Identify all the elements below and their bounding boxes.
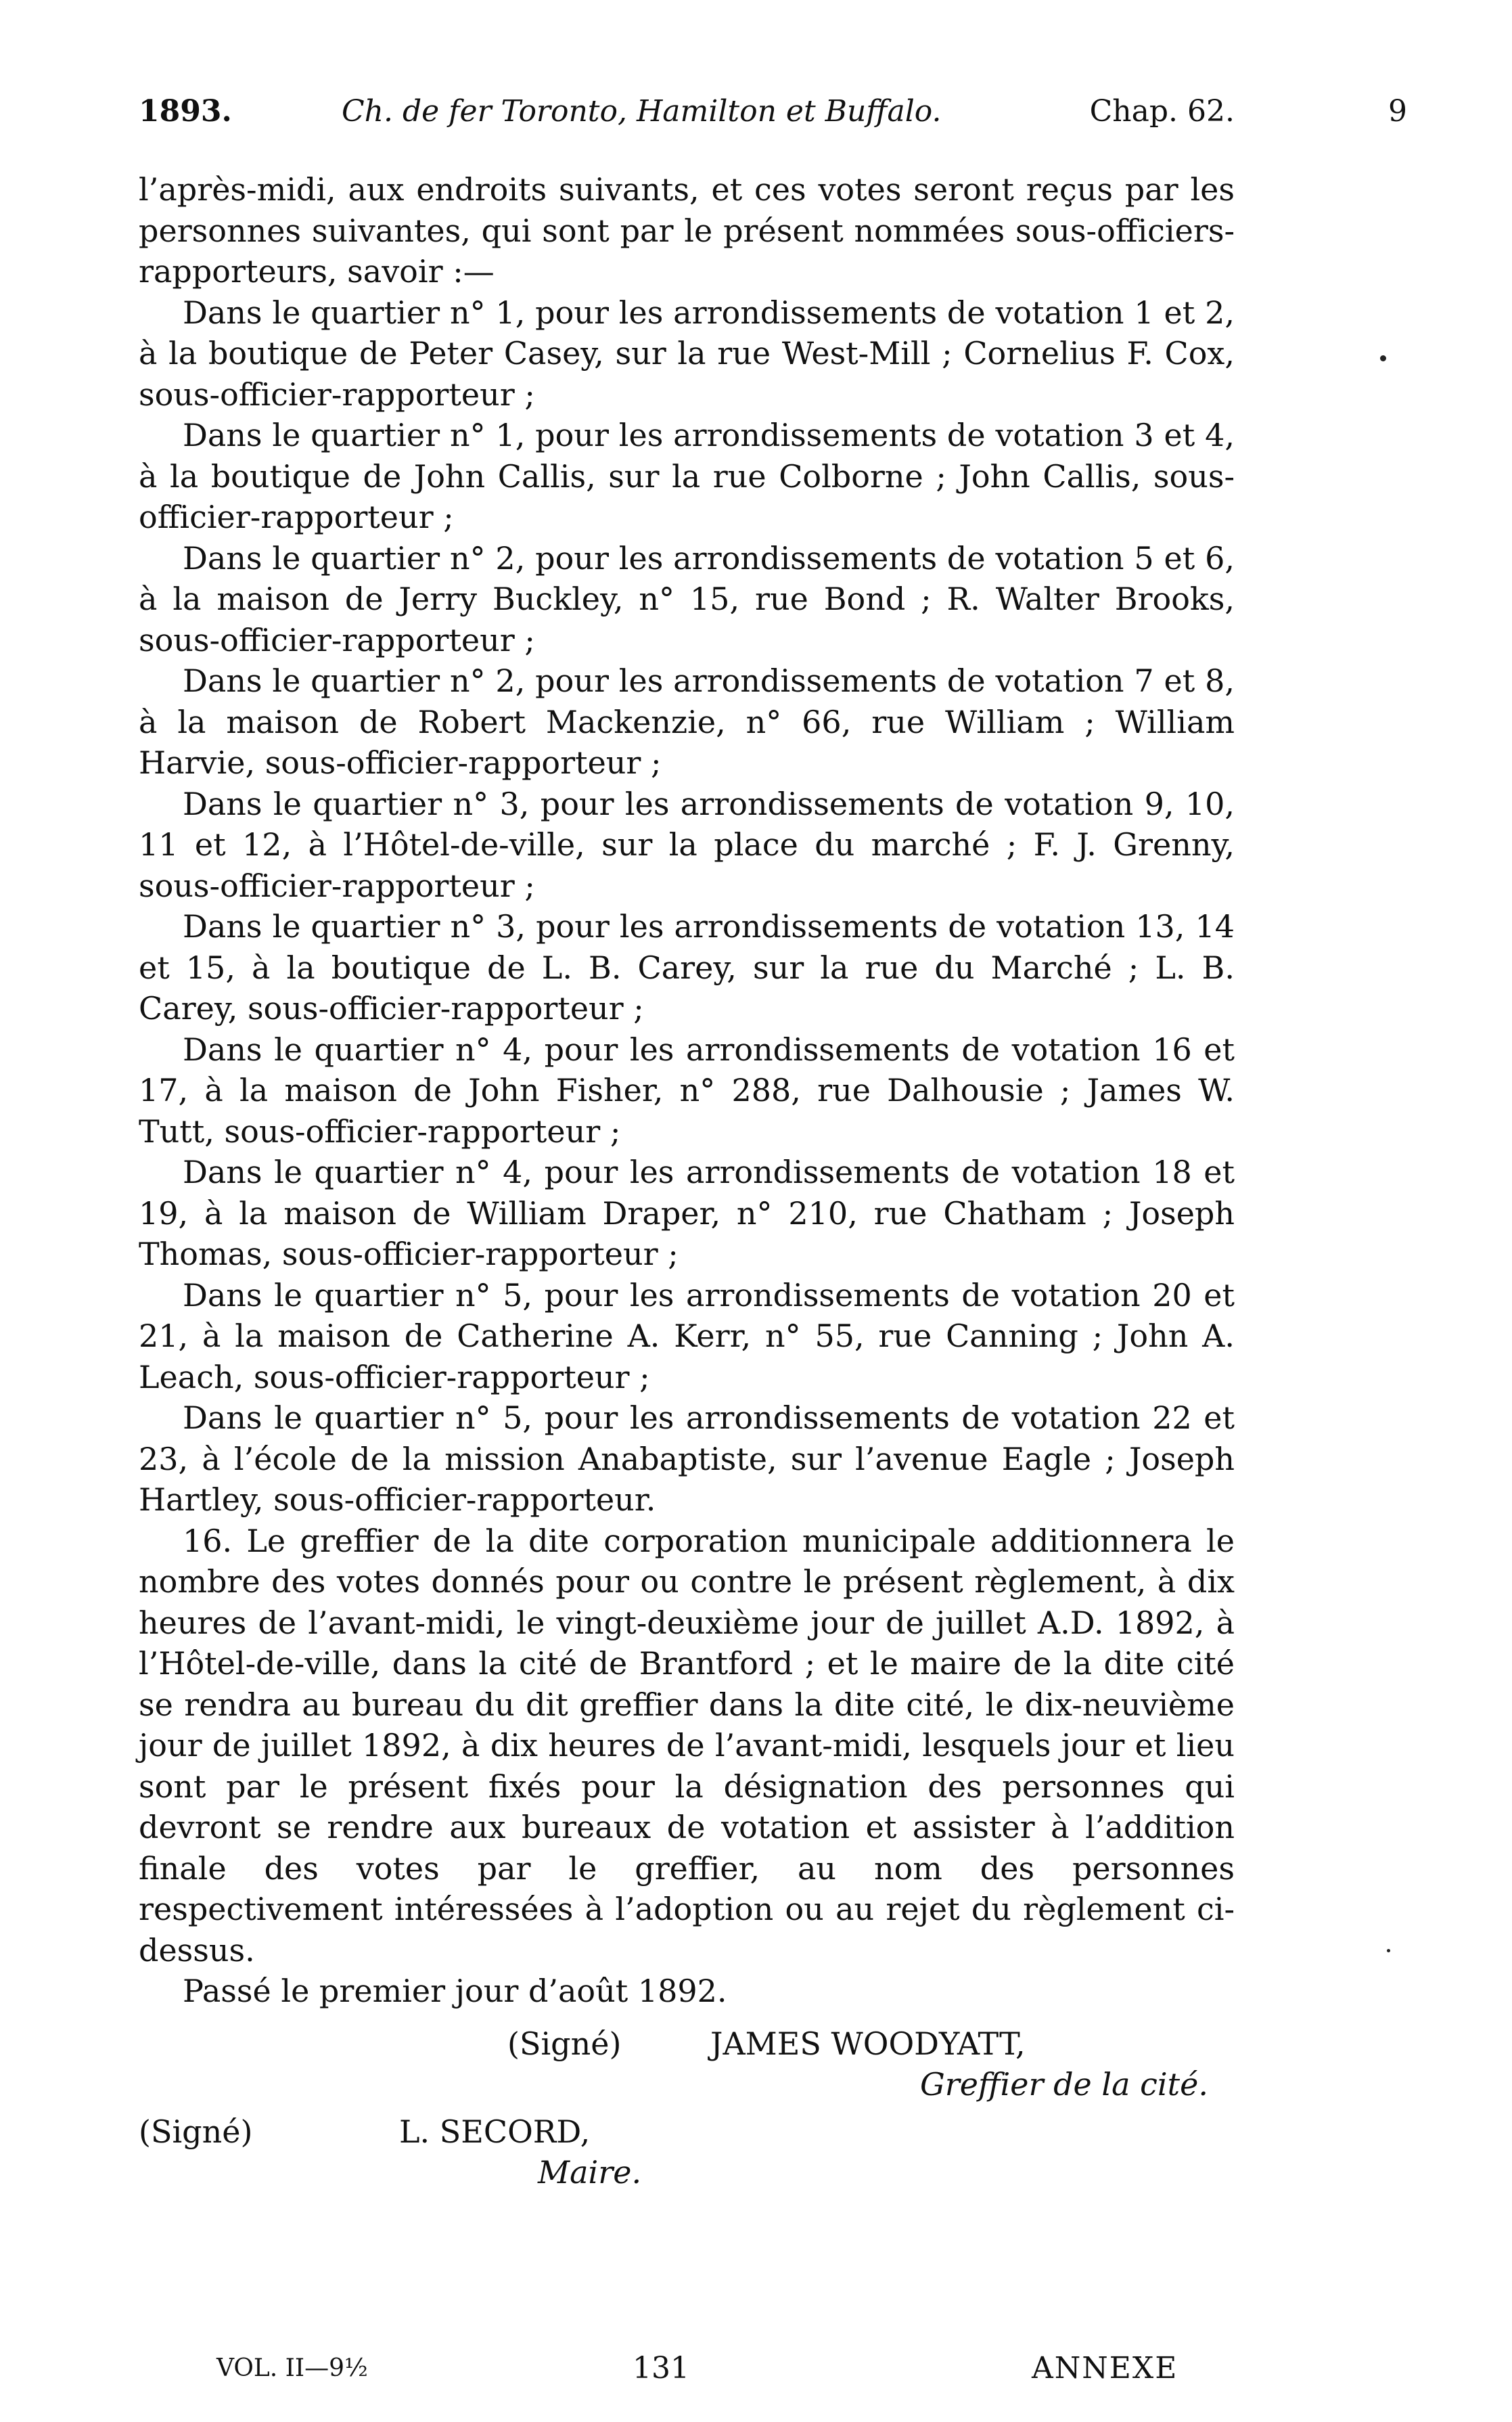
paragraph-passed: Passé le premier jour d’août 1892. (183, 1973, 727, 2009)
body-text (139, 169, 1235, 2012)
paragraph-intro: l’après-midi, aux endroits suivants, et ces votes seront reçus par les personnes suivantes, qui sont par le présent nommées sous-officiers-rapporteurs, savoir :— (139, 171, 1235, 290)
paragraph-ward: Dans le quartier n° 3, pour les arrondissements de votation 9, 10, 11 et 12, à l’Hôtel-de-ville, sur la place du marché ; F. J. Grenny, sous-officier-rapporteur ; (139, 785, 1235, 904)
paragraph-ward: Dans le quartier n° 4, pour les arrondissements de votation 16 et 17, à la maison de John Fisher, n° 288, rue Dalhousie ; James W. Tutt, sous-officier-rapporteur ; (139, 1031, 1235, 1150)
paragraph-ward: Dans le quartier n° 5, pour les arrondissements de votation 20 et 21, à la maison de Catherine A. Kerr, n° 55, rue Canning ; John A. Leach, sous-officier-rapporteur ; (139, 1276, 1235, 1395)
margin-speck (1380, 355, 1386, 361)
mayor-title: Maire. (538, 2154, 642, 2191)
header-chapter: Chap. 62. (1089, 94, 1235, 129)
clerk-signed-label: (Signé) (507, 2025, 622, 2062)
running-head (139, 85, 1235, 139)
paragraph-ward: Dans le quartier n° 1, pour les arrondissements de votation 3 et 4, à la boutique de John Callis, sur la rue Colborne ; John Callis, sous-officier-rapporteur ; (139, 417, 1235, 535)
paragraph-ward: Dans le quartier n° 1, pour les arrondissements de votation 1 et 2, à la boutique de Peter Casey, sur la rue West-Mill ; Cornelius F. Cox, sous-officier-rapporteur ; (139, 294, 1235, 413)
footer-number: 131 (633, 2351, 689, 2385)
margin-speck (1387, 1949, 1390, 1952)
page-number: 9 (1388, 94, 1407, 129)
clerk-name: JAMES WOODYATT, (710, 2025, 1026, 2062)
paragraph-ward: Dans le quartier n° 3, pour les arrondissements de votation 13, 14 et 15, à la boutique de L. B. Carey, sur la rue du Marché ; L. B. Carey, sous-officier-rapporteur ; (139, 908, 1235, 1027)
paragraph-ward: Dans le quartier n° 4, pour les arrondissements de votation 18 et 19, à la maison de William Draper, n° 210, rue Chatham ; Joseph Thomas, sous-officier-rapporteur ; (139, 1154, 1235, 1272)
paragraph-ward: Dans le quartier n° 2, pour les arrondissements de votation 5 et 6, à la maison de Jerry Buckley, n° 15, rue Bond ; R. Walter Brooks, sous-officier-rapporteur ; (139, 539, 1235, 658)
paragraph-section-16: 16. Le greffier de la dite corporation municipale additionnera le nombre des votes donnés pour ou contre le présent règlement, à dix heures de l’avant-midi, le vingt-deuxième jour de juillet A.D. 1892, à l’Hôtel-de-ville, dans la cité de Brantford ; et le maire de la dite cité se rendra au bureau du dit greffier dans la dite cité, le dix-neuvième jour de juillet 1892, à dix heures de l’avant-midi, lesquels jour et lieu sont par le présent fixés pour la désignation des personnes qui devront se rendre aux bureaux de votation et assister à l’addition finale des votes par le greffier, au nom des personnes respectivement intéressées à l’adoption ou au rejet du règlement ci-dessus. (139, 1522, 1235, 1969)
paragraph-ward: Dans le quartier n° 2, pour les arrondissements de votation 7 et 8, à la maison de Robert Mackenzie, n° 66, rue William ; William Harvie, sous-officier-rapporteur ; (139, 663, 1235, 781)
header-year: 1893. (139, 94, 232, 129)
mayor-signed-label: (Signé) (139, 2113, 253, 2150)
footer-annexe: ANNEXE (1032, 2351, 1178, 2385)
mayor-name: L. SECORD, (399, 2113, 591, 2150)
paragraph-ward: Dans le quartier n° 5, pour les arrondissements de votation 22 et 23, à l’école de la mission Anabaptiste, sur l’avenue Eagle ; Joseph Hartley, sous-officier-rapporteur. (139, 1399, 1235, 1518)
footer-volume: VOL. II—9½ (216, 2354, 368, 2382)
header-title: Ch. de fer Toronto, Hamilton et Buffalo. (342, 94, 942, 129)
clerk-title: Greffier de la cité. (920, 2066, 1208, 2103)
